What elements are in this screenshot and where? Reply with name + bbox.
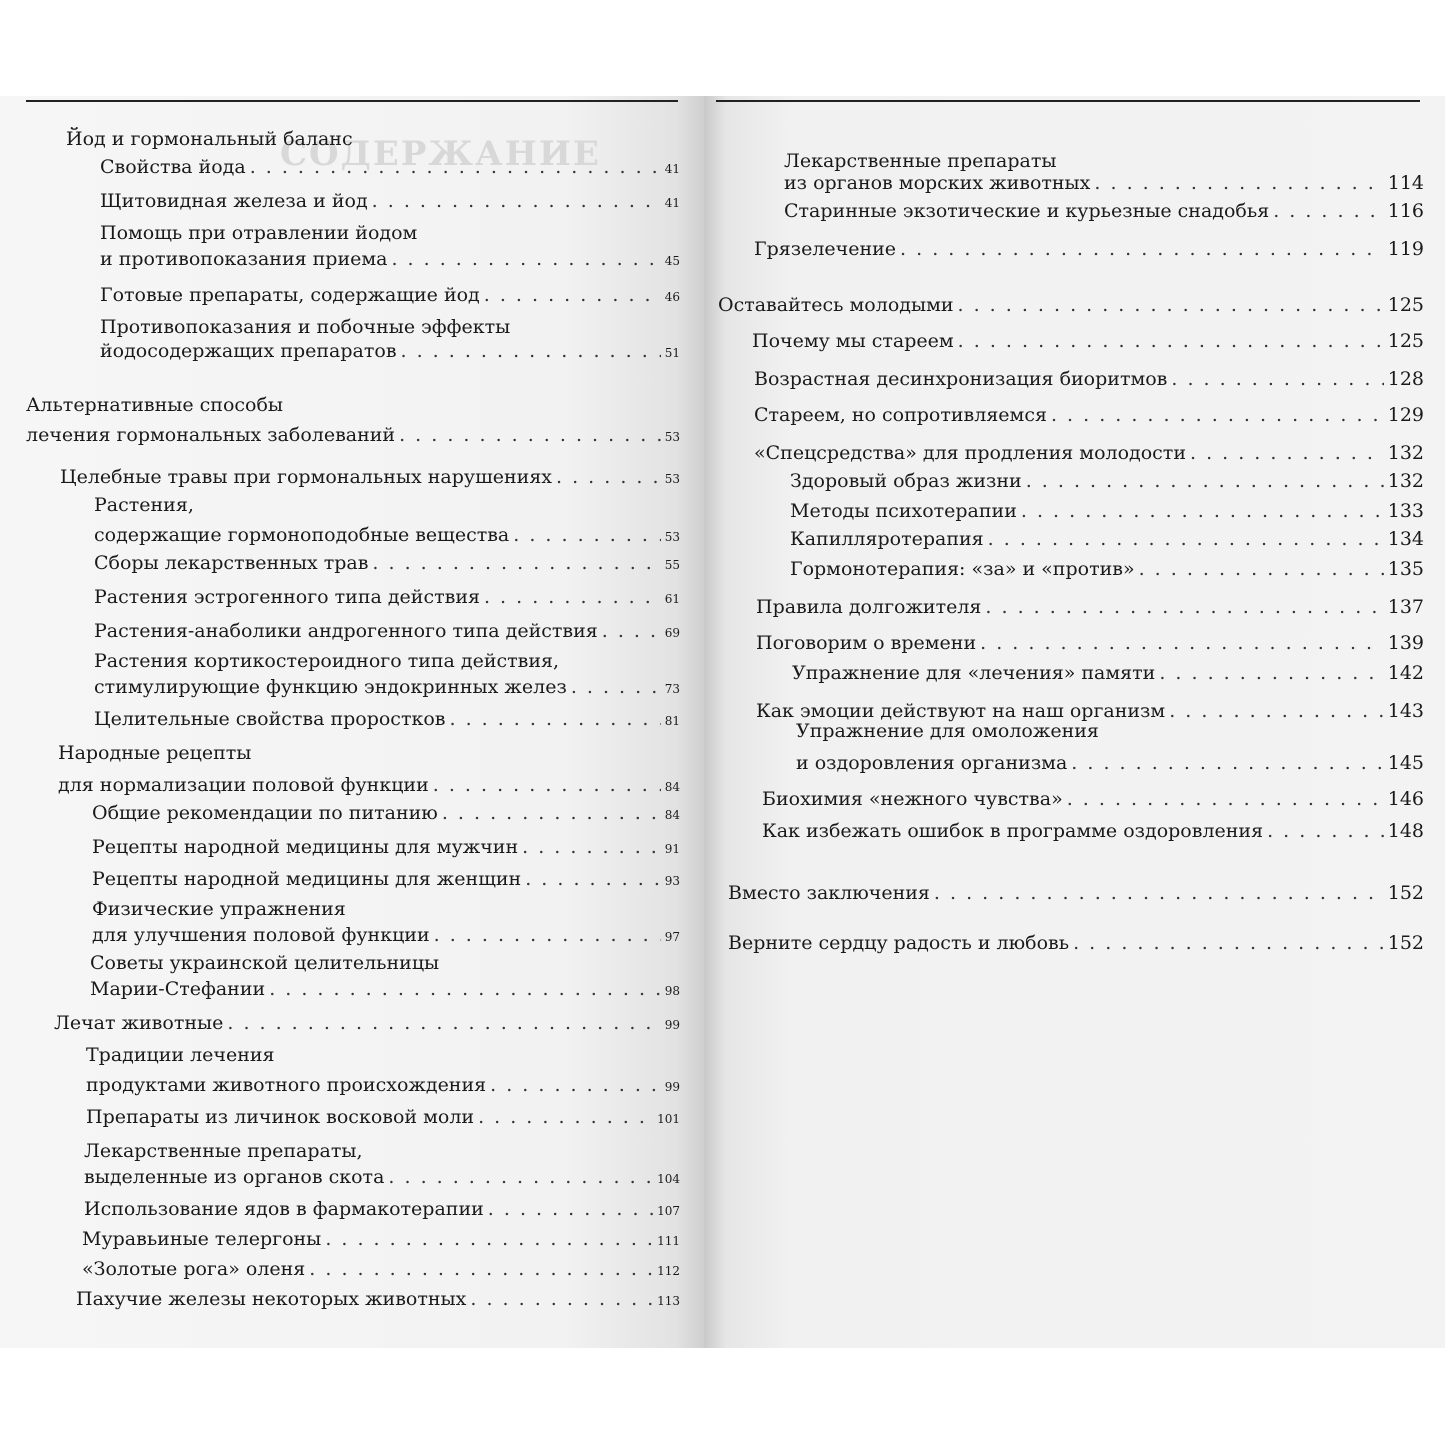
toc-entry-title: «Золотые рога» оленя xyxy=(82,1258,306,1280)
toc-entry-title: Лечат животные xyxy=(54,1012,224,1034)
toc-entry xyxy=(754,366,1424,392)
toc-entry-title: и оздоровления организма xyxy=(796,752,1068,774)
toc-entry-title: для улучшения половой функции xyxy=(92,924,430,946)
toc-entry-page: 107 xyxy=(657,1204,680,1218)
toc-entry xyxy=(792,660,1424,686)
toc-entry-page: 93 xyxy=(664,874,680,888)
toc-entry-title: Верните сердцу радость и любовь xyxy=(728,932,1070,954)
toc-entry-title: лечения гормональных заболеваний xyxy=(26,424,396,446)
toc-entry-page: 104 xyxy=(657,1172,680,1186)
toc-entry-title: Муравьиные телергоны xyxy=(82,1228,322,1250)
toc-entry-page: 53 xyxy=(664,530,680,544)
toc-entry xyxy=(86,1104,680,1132)
toc-entry-page: 142 xyxy=(1387,662,1424,684)
toc-entry-title-line: Физические упражнения xyxy=(92,898,346,920)
toc-entry-page: 41 xyxy=(664,162,680,176)
toc-entry-title: и противопоказания приема xyxy=(100,248,388,270)
toc-entry-page: 133 xyxy=(1387,500,1424,522)
toc-entry-title: Готовые препараты, содержащие йод xyxy=(100,284,480,306)
toc-entry xyxy=(796,750,1424,776)
toc-entry-title: Как избежать ошибок в программе оздоровления xyxy=(762,820,1264,842)
toc-entry xyxy=(90,976,680,1004)
toc-entry xyxy=(82,1256,680,1284)
toc-chapter-entry xyxy=(728,930,1424,956)
toc-chapter-title-line: Альтернативные способы xyxy=(26,394,284,416)
toc-entry-title: Гормонотерапия: «за» и «против» xyxy=(790,558,1135,580)
toc-entry-page: 99 xyxy=(664,1018,680,1032)
toc-entry-page: 51 xyxy=(664,346,680,360)
right-page xyxy=(704,96,1445,1348)
toc-entry-title-line: Лекарственные препараты, xyxy=(84,1140,363,1162)
toc-entry-title: Рецепты народной медицины для мужчин xyxy=(92,836,519,858)
toc-entry xyxy=(84,1196,680,1224)
toc-entry-title-line: Традиции лечения xyxy=(86,1044,275,1066)
toc-entry xyxy=(100,246,680,274)
toc-entry-title: Щитовидная железа и йод xyxy=(100,190,368,212)
toc-entry-title: содержащие гормоноподобные вещества xyxy=(94,524,510,546)
toc-chapter-entry xyxy=(26,422,680,450)
toc-entry-title: Правила долгожителя xyxy=(756,596,982,618)
bleed-through-heading: СОДЕРЖАНИЕ xyxy=(280,134,601,174)
toc-entry-page: 112 xyxy=(657,1264,680,1278)
toc-entry-title: Рецепты народной медицины для женщин xyxy=(92,868,522,890)
toc-entry-title: Сборы лекарственных трав xyxy=(94,552,369,574)
toc-entry-page: 125 xyxy=(1387,294,1424,316)
toc-entry-title: Стареем, но сопротивляемся xyxy=(754,404,1047,426)
toc-entry-title: Грязелечение xyxy=(754,238,897,260)
toc-section-heading: Йод и гормональный баланс xyxy=(66,128,353,150)
toc-entry-page: 125 xyxy=(1387,330,1424,352)
toc-entry-page: 139 xyxy=(1387,632,1424,654)
toc-entry-page: 84 xyxy=(664,808,680,822)
toc-entry xyxy=(754,236,1424,262)
toc-entry-title-line: Лекарственные препараты xyxy=(784,150,1057,172)
toc-entry xyxy=(756,630,1424,656)
toc-entry xyxy=(790,498,1424,524)
toc-entry xyxy=(82,1226,680,1254)
toc-entry-title: Оставайтесь молодыми xyxy=(718,294,954,316)
toc-entry-page: 41 xyxy=(664,196,680,210)
toc-entry-title: «Спецсредства» для продления молодости xyxy=(754,442,1186,464)
toc-entry-page: 111 xyxy=(657,1234,680,1248)
toc-entry-title-line: Растения, xyxy=(94,494,194,516)
toc-entry-title: Препараты из личинок восковой моли xyxy=(86,1106,475,1128)
toc-entry-title: Старинные экзотические и курьезные снадобья xyxy=(784,200,1270,222)
toc-entry-title: Общие рекомендации по питанию xyxy=(92,802,438,824)
toc-entry xyxy=(76,1286,680,1314)
toc-entry-title: Биохимия «нежного чувства» xyxy=(762,788,1063,810)
toc-entry xyxy=(84,1164,680,1192)
toc-entry-page: 129 xyxy=(1387,404,1424,426)
toc-entry-page: 119 xyxy=(1387,238,1424,260)
toc-chapter-entry xyxy=(718,292,1424,318)
toc-entry-page: 46 xyxy=(664,290,680,304)
toc-entry-page: 134 xyxy=(1387,528,1424,550)
toc-entry-page: 45 xyxy=(664,254,680,268)
toc-entry-page: 73 xyxy=(664,682,680,696)
toc-entry xyxy=(790,468,1424,494)
toc-entry-page: 145 xyxy=(1387,752,1424,774)
toc-entry xyxy=(756,594,1424,620)
toc-entry-page: 148 xyxy=(1387,820,1424,842)
toc-entry xyxy=(92,866,680,894)
toc-entry-title: Пахучие железы некоторых животных xyxy=(76,1288,467,1310)
toc-entry xyxy=(92,800,680,828)
toc-entry-title: Растения-анаболики андрогенного типа действия xyxy=(94,620,598,642)
toc-entry-title: Свойства йода xyxy=(100,156,246,178)
toc-entry-page: 114 xyxy=(1387,172,1424,194)
toc-entry xyxy=(100,188,680,216)
toc-entry xyxy=(100,338,680,366)
toc-entry-title-line: Советы украинской целительницы xyxy=(90,952,440,974)
toc-entry xyxy=(86,1072,680,1100)
toc-entry-page: 143 xyxy=(1387,700,1424,722)
toc-entry-page: 53 xyxy=(664,472,680,486)
top-rule xyxy=(26,100,678,102)
toc-entry-page: 152 xyxy=(1387,882,1424,904)
toc-entry-title: Упражнение для «лечения» памяти xyxy=(792,662,1156,684)
toc-entry xyxy=(92,922,680,950)
toc-entry-page: 135 xyxy=(1387,558,1424,580)
toc-entry-page: 61 xyxy=(664,592,680,606)
toc-entry-title: Поговорим о времени xyxy=(756,632,977,654)
toc-entry-title-line: Упражнение для омоложения xyxy=(796,720,1099,742)
toc-entry-page: 132 xyxy=(1387,442,1424,464)
toc-entry-title: стимулирующие функцию эндокринных желез xyxy=(94,676,567,698)
toc-entry xyxy=(54,1010,680,1038)
toc-entry-page: 128 xyxy=(1387,368,1424,390)
toc-entry xyxy=(784,170,1424,196)
toc-entry-title: Как эмоции действуют на наш организм xyxy=(756,700,1166,722)
toc-entry-title: Капилляротерапия xyxy=(790,528,984,550)
toc-entry xyxy=(754,402,1424,428)
toc-entry-page: 98 xyxy=(664,984,680,998)
toc-entry xyxy=(94,674,680,702)
toc-entry-page: 99 xyxy=(664,1080,680,1094)
toc-entry xyxy=(58,772,680,800)
toc-entry-page: 97 xyxy=(664,930,680,944)
toc-entry-title: Растения эстрогенного типа действия xyxy=(94,586,480,608)
toc-entry xyxy=(92,834,680,862)
toc-entry-page: 81 xyxy=(664,714,680,728)
toc-entry xyxy=(784,198,1424,224)
toc-entry xyxy=(100,154,680,182)
toc-entry-page: 146 xyxy=(1387,788,1424,810)
toc-entry xyxy=(100,282,680,310)
top-rule xyxy=(716,100,1420,102)
toc-entry-title: из органов морских животных xyxy=(784,172,1091,194)
toc-entry-page: 137 xyxy=(1387,596,1424,618)
toc-entry xyxy=(94,550,680,578)
toc-entry-title: Возрастная десинхронизация биоритмов xyxy=(754,368,1168,390)
toc-entry-title: выделенные из органов скота xyxy=(84,1166,385,1188)
toc-entry xyxy=(94,522,680,550)
toc-entry xyxy=(94,584,680,612)
toc-entry-title: Методы психотерапии xyxy=(790,500,1017,522)
toc-entry-title: продуктами животного происхождения xyxy=(86,1074,487,1096)
toc-entry xyxy=(790,526,1424,552)
toc-entry-title: для нормализации половой функции xyxy=(58,774,429,796)
toc-entry-title-line: Помощь при отравлении йодом xyxy=(100,222,418,244)
toc-entry-page: 69 xyxy=(664,626,680,640)
toc-entry-page: 132 xyxy=(1387,470,1424,492)
toc-entry-title: Почему мы стареем xyxy=(752,330,954,352)
toc-entry xyxy=(762,786,1424,812)
toc-entry-title: Целебные травы при гормональных нарушениях xyxy=(60,466,553,488)
toc-entry-title-line: Народные рецепты xyxy=(58,742,252,764)
toc-entry xyxy=(60,464,680,492)
open-book xyxy=(0,96,1445,1348)
toc-entry-title: йодосодержащих препаратов xyxy=(100,340,397,362)
toc-entry-title: Использование ядов в фармакотерапии xyxy=(84,1198,484,1220)
toc-entry xyxy=(754,440,1424,466)
toc-chapter-entry xyxy=(728,880,1424,906)
toc-entry-page: 152 xyxy=(1387,932,1424,954)
toc-entry-title: Целительные свойства проростков xyxy=(94,708,446,730)
toc-entry xyxy=(752,328,1424,354)
toc-entry-page: 113 xyxy=(657,1294,680,1308)
toc-entry-title: Вместо заключения xyxy=(728,882,930,904)
toc-entry xyxy=(94,618,680,646)
toc-entry-page: 91 xyxy=(664,842,680,856)
toc-entry-title: Марии-Стефании xyxy=(90,978,266,1000)
toc-entry-page: 101 xyxy=(657,1112,680,1126)
toc-entry xyxy=(762,818,1424,844)
toc-entry-title-line: Противопоказания и побочные эффекты xyxy=(100,316,511,338)
toc-entry xyxy=(790,556,1424,582)
toc-entry xyxy=(94,706,680,734)
toc-entry-title-line: Растения кортикостероидного типа действия, xyxy=(94,650,560,672)
toc-entry-page: 84 xyxy=(664,780,680,794)
toc-entry-title: Здоровый образ жизни xyxy=(790,470,1022,492)
toc-entry-page: 55 xyxy=(664,558,680,572)
left-page xyxy=(0,96,704,1348)
toc-entry-page: 53 xyxy=(664,430,680,444)
toc-entry-page: 116 xyxy=(1387,200,1424,222)
